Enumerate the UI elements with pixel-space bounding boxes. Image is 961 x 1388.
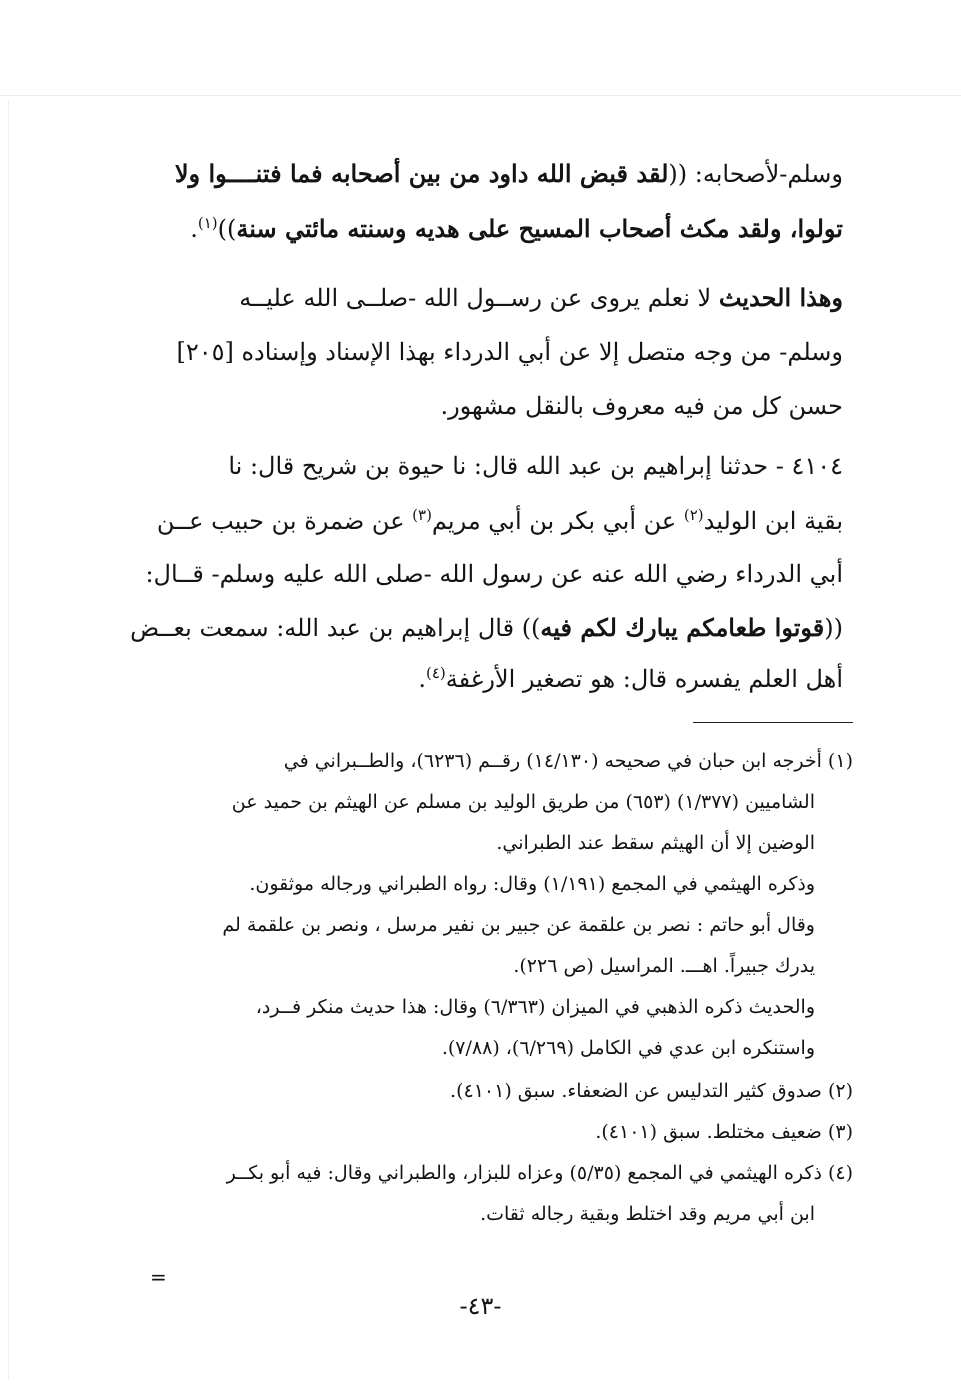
text-run: . [418, 665, 426, 693]
text-run: وسلم-لأصحابه: (( [668, 160, 843, 188]
text-run: لا نعلم يروى عن رســول الله -صلــى الله عليــه [239, 284, 719, 312]
footnote-1-line-8: واستنكره ابن عدي في الكامل (٦/٢٦٩)، (٧/٨٨). [441, 1037, 815, 1059]
footnote-4-line-2: ابن أبي مريم وقد اختلط وبقية رجاله ثقات. [480, 1203, 815, 1225]
bold-text-run: قوتوا طعامكم يبارك لكم فيه [540, 613, 825, 642]
footnote-1-line-4: وذكره الهيثمي في المجمع (١/١٩١) وقال: رواه الطبراني ورجاله موثقون. [249, 873, 815, 895]
paragraph-1-line-1 [175, 160, 843, 189]
paragraph-1-line-2 [190, 214, 843, 244]
bold-text-run: وهذا الحديث [718, 283, 843, 312]
scan-edge-mark-left [8, 100, 9, 1380]
text-run: عن ضمرة بن حبيب عــن [156, 507, 413, 535]
footnote-1-line-1: (١) أخرجه ابن حبان في صحيحه (١٤/١٣٠) رقــم (٦٢٣٦)، والطــبراني في [283, 750, 853, 772]
footnote-1-line-5: وقال أبو حاتم : نصر بن علقمة عن جبير بن نفير مرسل ، ونصر بن علقمة لم [222, 914, 815, 936]
text-run: . [190, 215, 198, 243]
footnote-4-line-1: (٤) ذكره الهيثمي في المجمع (٥/٣٥) وعزاه للبزار، والطبراني وقال: فيه أبو بكــر [226, 1162, 853, 1184]
hadith-line-2 [157, 506, 843, 536]
footnote-ref: (٤) [426, 664, 446, 682]
footnote-ref: (١) [197, 214, 218, 232]
footnote-ref: (٢) [683, 506, 704, 524]
hadith-line-1: ٤١٠٤ - حدثنا إبراهيم بن عبد الله قال: نا حيوة بن شريح قال: نا [228, 452, 843, 480]
page-number: -٤٣- [459, 1292, 502, 1320]
bold-text-run: تولوا، ولقد مكث أصحاب المسيح على هديه وسنته مائتي سنة [236, 214, 843, 243]
footnote-2: (٢) صدوق كثير التدليس عن الضعفاء. سبق (٤١٠١). [450, 1080, 853, 1102]
text-run: (( [824, 614, 843, 642]
hadith-line-5 [418, 664, 843, 694]
footnote-ref: (٣) [412, 506, 432, 524]
text-run: أهل العلم يفسره قال: هو تصغير الأرغفة [445, 665, 843, 693]
scan-edge-mark-top [0, 95, 961, 96]
footnote-1-line-6: يدرك جبيراً. اهـــ. المراسيل (ص ٢٢٦). [513, 955, 815, 977]
bold-text-run: لقد قبض الله داود من بين أصحابه فما فتنــــوا ولا [174, 159, 669, 188]
paragraph-2-line-3: حسن كل من فيه معروف بالنقل مشهور. [440, 392, 843, 420]
hadith-line-4 [130, 614, 843, 643]
footnote-1-line-7: والحديث ذكره الذهبي في الميزان (٦/٣٦٣) وقال: هذا حديث منكر فــرد، [255, 996, 815, 1018]
text-run: عن أبي بكر بن أبي مريم [431, 507, 684, 535]
footnote-separator [693, 722, 853, 723]
text-run: بقية ابن الوليد [703, 507, 843, 535]
footnote-1-line-2: الشاميين (١/٣٧٧) (٦٥٣) من طريق الوليد بن مسلم عن الهيثم بن حميد عن [231, 791, 815, 813]
text-run: )) [217, 215, 237, 243]
paragraph-2-line-2: وسلم- من وجه متصل إلا عن أبي الدرداء بهذا الإسناد وإسناده [٢٠٥] [176, 338, 843, 366]
paragraph-2-line-1 [239, 284, 843, 313]
footnote-3: (٣) ضعيف مختلط. سبق (٤١٠١). [595, 1121, 853, 1143]
hadith-line-3: أبي الدرداء رضي الله عنه عن رسول الله -صلى الله عليه وسلم- قــال: [145, 560, 843, 588]
footnote-1-line-3: الوضين إلا أن الهيثم سقط عند الطبراني. [496, 832, 815, 854]
continuation-mark: = [150, 1265, 167, 1289]
text-run: )) قال إبراهيم بن عبد الله: سمعت بعــض [130, 614, 541, 642]
